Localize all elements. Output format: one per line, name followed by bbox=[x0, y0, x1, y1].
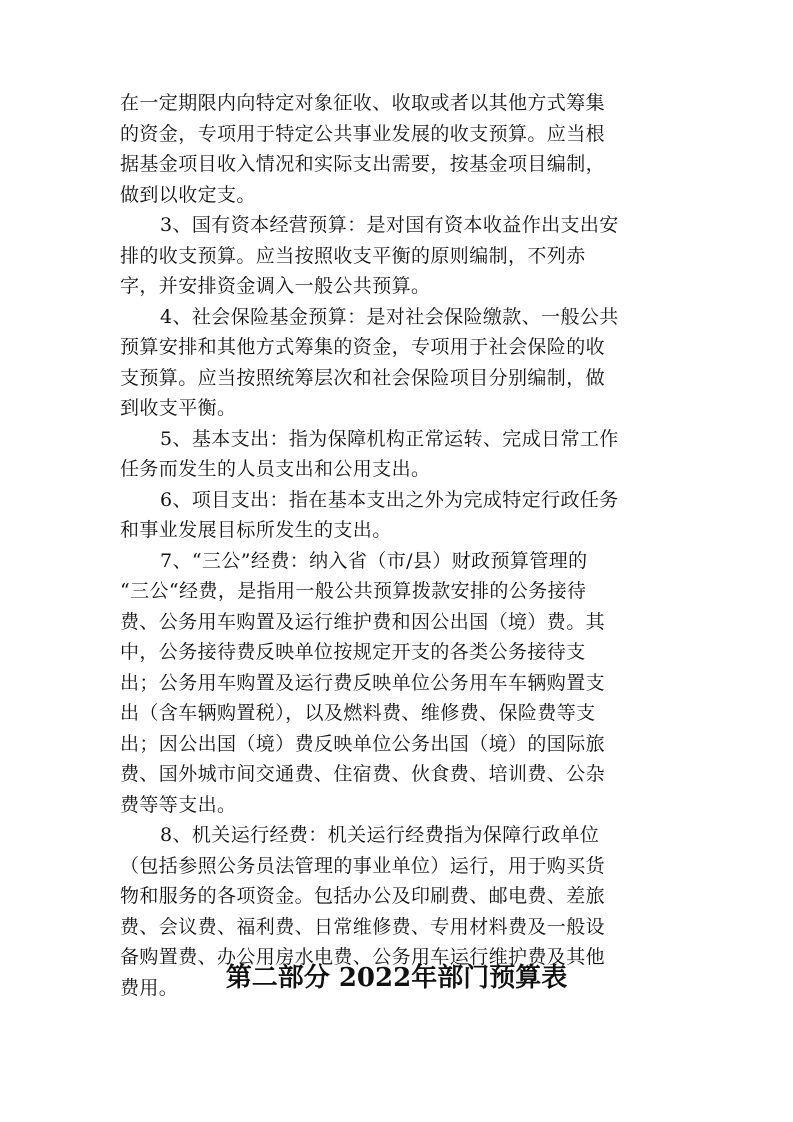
text-line: 排的收支预算。应当按照收支平衡的原则编制，不列赤 bbox=[120, 244, 586, 267]
text-line: “三公“经费，是指用一般公共预算拨款安排的公务接待 bbox=[120, 580, 587, 602]
section-title: 第二部分 2022年部门预算表 bbox=[225, 963, 568, 993]
text-line: 任务而发生的人员支出和公用支出。 bbox=[120, 458, 431, 480]
text-line: 在一定期限内向特定对象征收、收取或者以其他方式筹集 bbox=[120, 92, 606, 114]
text-line: 4、社会保险基金预算：是对社会保险缴款、一般公共 bbox=[160, 305, 619, 328]
text-line: 物和服务的各项资金。包括办公及印刷费、邮电费、差旅 bbox=[120, 885, 606, 907]
text-line: 7、“三公”经费：纳入省（市/县）财政预算管理的 bbox=[160, 549, 588, 572]
text-line: 和事业发展目标所发生的支出。 bbox=[120, 519, 392, 541]
text-line: 费、会议费、福利费、日常维修费、专用材料费及一般设 bbox=[120, 915, 606, 938]
text-line: 备购置费、办公用房水电费、公务用车运行维护费及其他 bbox=[120, 946, 606, 968]
text-line: 字，并安排资金调入一般公共预算。 bbox=[120, 275, 431, 297]
text-line: 费等等支出。 bbox=[120, 793, 237, 816]
text-line: 8、机关运行经费：机关运行经费指为保障行政单位 bbox=[160, 824, 600, 846]
text-line: 中，公务接待费反映单位按规定开支的各类公务接待支 bbox=[120, 641, 586, 663]
text-line: 费用。 bbox=[120, 976, 179, 999]
text-line: 支预算。应当按照统筹层次和社会保险项目分别编制，做 bbox=[120, 366, 606, 389]
text-line: 3、国有资本经营预算：是对国有资本收益作出支出安 bbox=[160, 214, 619, 236]
text-line: 费、国外城市间交通费、住宿费、伙食费、培训费、公杂 bbox=[120, 763, 606, 785]
text-line: 费、公务用车购置及运行维护费和因公出国（境）费。其 bbox=[120, 610, 606, 633]
text-line: 的资金，专项用于特定公共事业发展的收支预算。应当根 bbox=[120, 122, 606, 145]
text-line: 出；公务用车购置及运行费反映单位公务用车车辆购置支 bbox=[120, 671, 606, 694]
text-line: 做到以收定支。 bbox=[120, 183, 256, 206]
text-line: 出（含车辆购置税），以及燃料费、维修费、保险费等支 bbox=[120, 702, 596, 724]
text-line: （包括参照公务员法管理的事业单位）运行，用于购买货 bbox=[120, 854, 606, 877]
text-line: 预算安排和其他方式筹集的资金，专项用于社会保险的收 bbox=[120, 336, 606, 358]
text-line: 6、项目支出：指在基本支出之外为完成特定行政任务 bbox=[160, 488, 619, 511]
text-line: 5、基本支出：指为保障机构正常运转、完成日常工作 bbox=[160, 427, 619, 450]
text-line: 到收支平衡。 bbox=[120, 397, 237, 419]
body-text bbox=[120, 88, 680, 1003]
text-line: 出；因公出国（境）费反映单位公务出国（境）的国际旅 bbox=[120, 732, 606, 755]
text-line: 据基金项目收入情况和实际支出需要，按基金项目编制， bbox=[120, 153, 606, 175]
